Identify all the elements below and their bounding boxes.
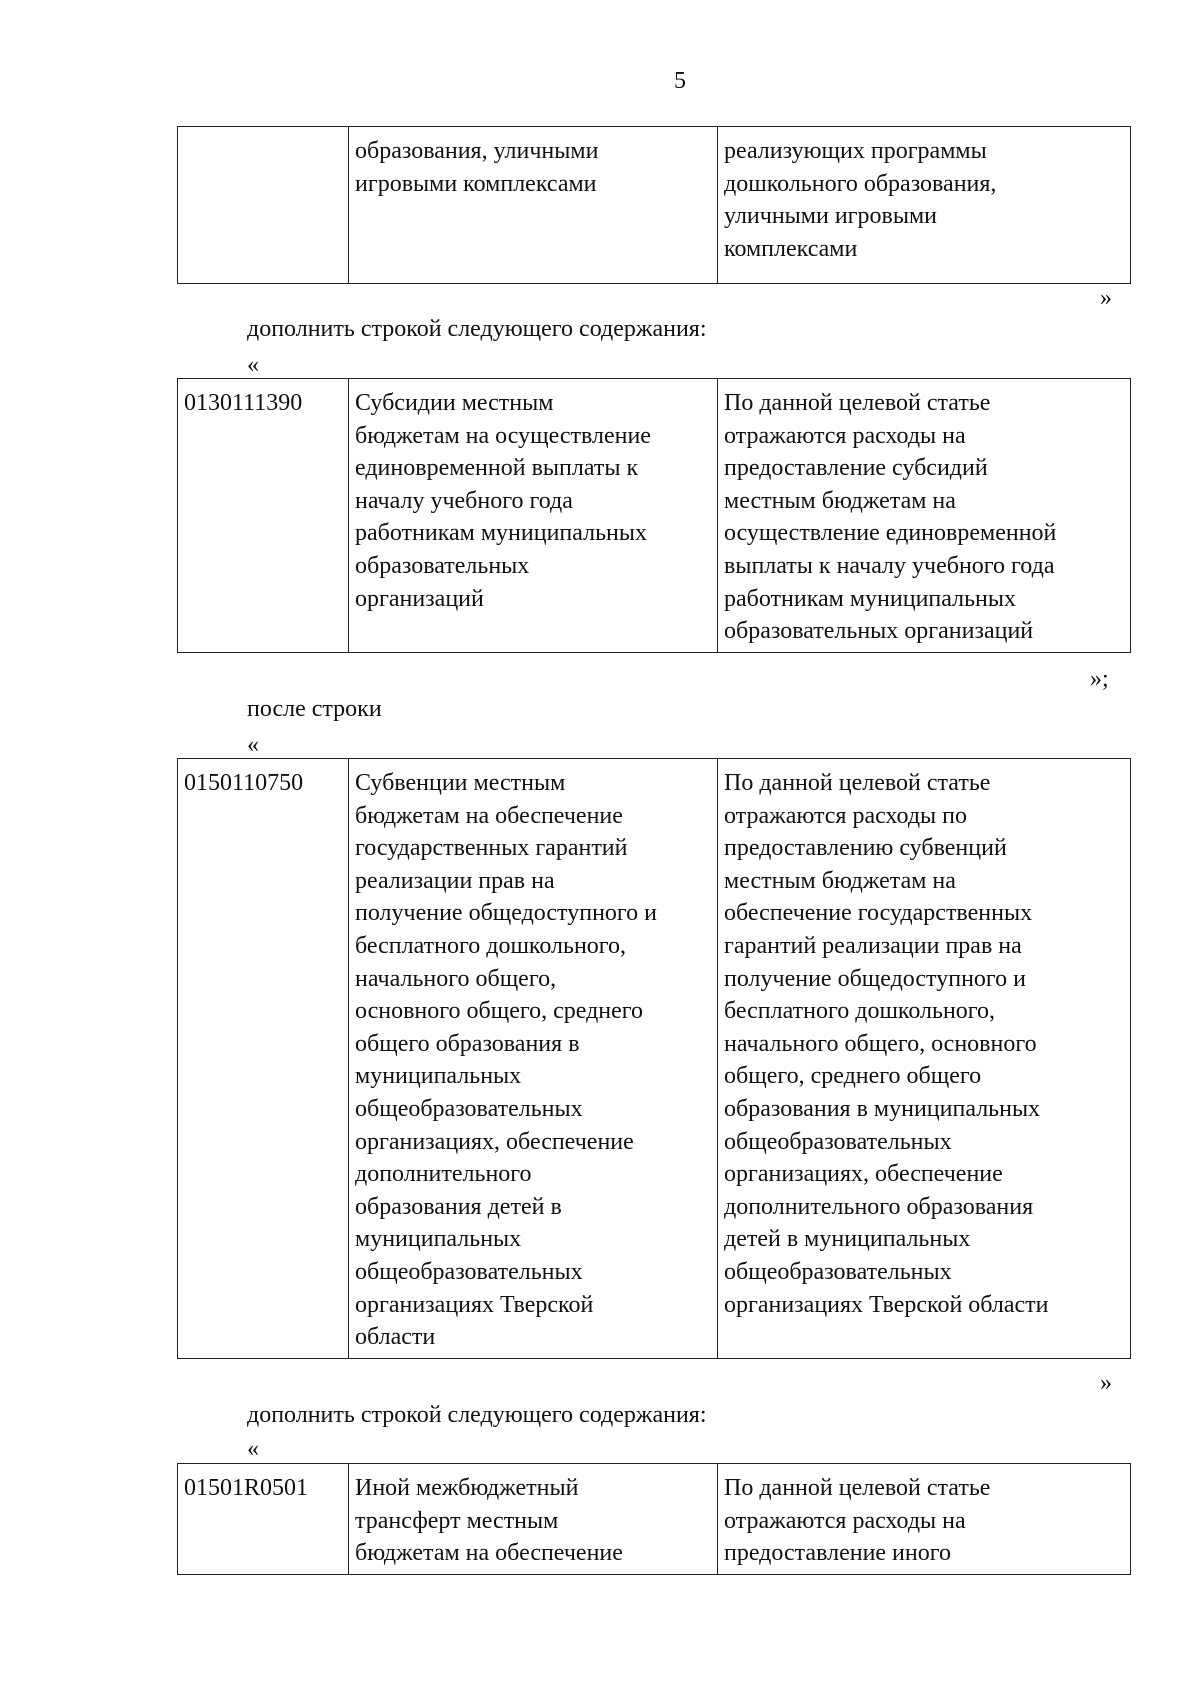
- instruction-text: дополнить строкой следующего содержания:: [247, 1402, 707, 1428]
- description-cell: По данной целевой статье отражаются расходы на предоставление субсидий местным бюджетам на осуществление единовременной выплаты к началу учебного года работникам муниципальных образовательных организаций: [718, 379, 1131, 653]
- budget-table-continuation: [177, 126, 1131, 284]
- name-cell: Иной межбюджетный трансферт местным бюджетам на обеспечение: [349, 1464, 718, 1575]
- opening-quote: «: [247, 732, 259, 758]
- table-row: [178, 379, 1131, 653]
- table-row: [178, 127, 1131, 284]
- code-cell: 01501R0501: [178, 1464, 349, 1575]
- page-number: 5: [674, 68, 686, 94]
- description-cell: реализующих программы дошкольного образования, уличными игровыми комплексами: [718, 127, 1131, 284]
- opening-quote: «: [247, 352, 259, 378]
- budget-table-reference-row: [177, 758, 1131, 1359]
- name-cell: Субвенции местным бюджетам на обеспечение государственных гарантий реализации прав на получение общедоступного и бесплатного дошкольного, начального общего, основного общего, среднего общего образования в муниципальных общеобразовательных организациях, обеспечение дополнительного образования детей в муниципальных общеобразовательных организациях Тверской области: [349, 759, 718, 1359]
- description-cell: По данной целевой статье отражаются расходы на предоставление иного: [718, 1464, 1131, 1575]
- code-cell: [178, 127, 349, 284]
- name-cell: образования, уличными игровыми комплексами: [349, 127, 718, 284]
- budget-table-new-row: [177, 378, 1131, 653]
- name-cell: Субсидии местным бюджетам на осуществление единовременной выплаты к началу учебного года работникам муниципальных образовательных организаций: [349, 379, 718, 653]
- code-cell: 0130111390: [178, 379, 349, 653]
- description-cell: По данной целевой статье отражаются расходы по предоставлению субвенций местным бюджетам на обеспечение государственных гарантий реализации прав на получение общедоступного и бесплатного дошкольного, начального общего, основного общего, среднего общего образования в муниципальных общеобразовательных организациях, обеспечение дополнительного образования детей в муниципальных общеобразовательных организациях Тверской области: [718, 759, 1131, 1359]
- closing-quote: »: [1100, 285, 1112, 311]
- closing-quote: »;: [1090, 666, 1109, 692]
- closing-quote: »: [1100, 1370, 1112, 1396]
- opening-quote: «: [247, 1436, 259, 1462]
- table-row: [178, 1464, 1131, 1575]
- instruction-text: дополнить строкой следующего содержания:: [247, 316, 707, 342]
- code-cell: 0150110750: [178, 759, 349, 1359]
- budget-table-new-row: [177, 1463, 1131, 1575]
- instruction-text: после строки: [247, 696, 382, 722]
- table-row: [178, 759, 1131, 1359]
